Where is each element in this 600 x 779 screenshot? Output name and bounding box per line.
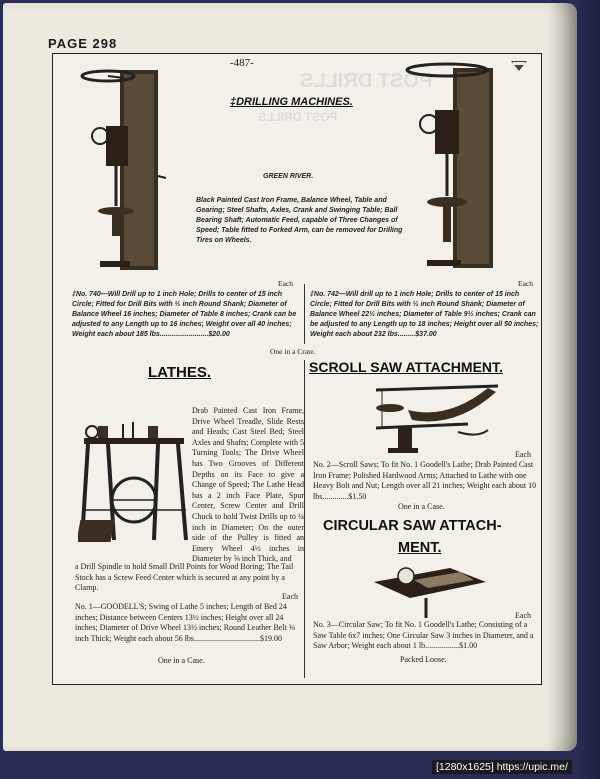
circular-saw-title-line2: MENT. <box>398 540 442 556</box>
circular-saw-packed-note: Packed Loose. <box>400 655 447 664</box>
circular-saw-illustration <box>370 560 490 620</box>
page-number-label: PAGE 298 <box>48 36 118 51</box>
lathe-illustration <box>78 420 190 550</box>
scroll-saw-title: SCROLL SAW ATTACHMENT. <box>309 359 503 375</box>
upic-watermark: [1280x1625] https://upic.me/ <box>432 760 572 774</box>
drill-column-divider <box>304 284 305 344</box>
bleed-through-heading: POST DRILLS <box>300 70 433 92</box>
lathes-title: LATHES. <box>148 364 212 381</box>
lathe-item-1-description: No. 1—GOODELL'S; Swing of Lathe 5 inches; Length of Bed 24 inches; Distance between Centers 13½ inches; Height over all 24 inches; Diameter of Drive Wheel 13½ inches; Round Leather Belt ⅜ inch Thick; Weight each about 56 lbs.................................$19.00 <box>75 602 295 643</box>
item-742-description: ‡No. 742—Will drill up to 1 inch Hole; Drills to center of 15 inch Circle; Fitted for Drill Bits with ½ inch Round Shank; Diameter of Balance Wheel 22½ inches; Diameter of Table 9½ inches; Crank can be adjusted to any Length up to 18 inches; Height over all 50 inches; Weight each about 232 lbs.........$37.00 <box>310 291 539 338</box>
each-label-lathe: Each <box>282 592 298 601</box>
trademark-logo-icon <box>510 58 528 72</box>
scroll-saw-case-note: One in a Case. <box>398 502 445 511</box>
each-label-scroll: Each <box>515 450 531 459</box>
each-label-742: Each <box>518 279 533 288</box>
main-column-divider <box>304 360 305 678</box>
page-curl-shadow <box>547 3 577 751</box>
circular-saw-item-3-description: No. 3—Circular Saw; To fit No. 1 Goodell's Lathe; Consisting of a Saw Table 6x7 inches; One Circular Saw 3 inches in Diameter, and a Saw Arbor; Weight each about 1 lb.................$1.00 <box>313 620 534 651</box>
scroll-saw-item-2-description: No. 2—Scroll Saws; To fit No. 1 Goodell's Lathe; Drab Painted Cast Iron Frame; Polished Hardwood Arms; Attached to Lathe with one Heavy Bolt and Nut; Length over all 21 inches; Weight each about 10 lbs.............$1.50 <box>313 460 537 501</box>
drilling-description: Black Painted Cast Iron Frame, Balance Wheel, Table and Gearing; Steel Shafts, Axles, Crank and Swinging Table; Ball Bearing Shaft; Automatic Feed, capable of Three Changes of Speed; Table fitted to Forked Arm, can be removed for Drilling Tires on Wheels. <box>196 197 403 244</box>
drill-press-742-illustration <box>405 60 505 275</box>
each-label-circular: Each <box>515 611 531 620</box>
drill-press-740-illustration <box>80 66 170 276</box>
scroll-saw-illustration <box>368 380 528 455</box>
green-river-subtitle: GREEN RIVER. <box>263 173 314 180</box>
circular-saw-title-line1: CIRCULAR SAW ATTACH- <box>323 518 502 534</box>
catalog-page-number: -487- <box>230 57 254 69</box>
each-label-740: Each <box>278 279 293 288</box>
lathe-case-note: One in a Case. <box>158 656 205 665</box>
lathes-description-continued: a Drill Spindle to hold Small Drill Points for Wood Boring; The Tail Stock has a Screw Feed Center which is secured at any point by a Clamp. <box>75 562 294 593</box>
drilling-machines-title: ‡DRILLING MACHINES. <box>230 96 353 108</box>
lathes-description: Drab Painted Cast Iron Frame, Drive Wheel Treadle, Slide Rests and Heads; Cast Steel Bed; Steel Axles and Shafts; Complete with 5 Turning Tools; The Drive Wheel has Two Grooves of Different Depths on its Face to give a Change of Speed; The Lathe Head has a 2 inch Face Plate, Spur Center, Screw Center and Drill Chuck to hold Twist Drills up to ¼ inch in Diameter; On the outer side of the Pulley is fitted an Emery Wheel 4½ inches in Diameter by ⅝ inch Thick, and <box>192 406 304 564</box>
bleed-through-subheading: POST DRILLS <box>258 110 338 124</box>
item-740-description: ‡No. 740—Will Drill up to 1 inch Hole; Drills to center of 15 inch Circle; Fitted for Drill Bits with ½ inch Round Shank; Diameter of Balance Wheel 16 inches; Diameter of Table 8 inches; Crank can be adjusted to any Length up to 16 inches; Weight over all 40 inches; Weight each about 185 lbs.........................$20.00 <box>72 291 297 338</box>
crate-note: One in a Crate. <box>270 347 316 356</box>
